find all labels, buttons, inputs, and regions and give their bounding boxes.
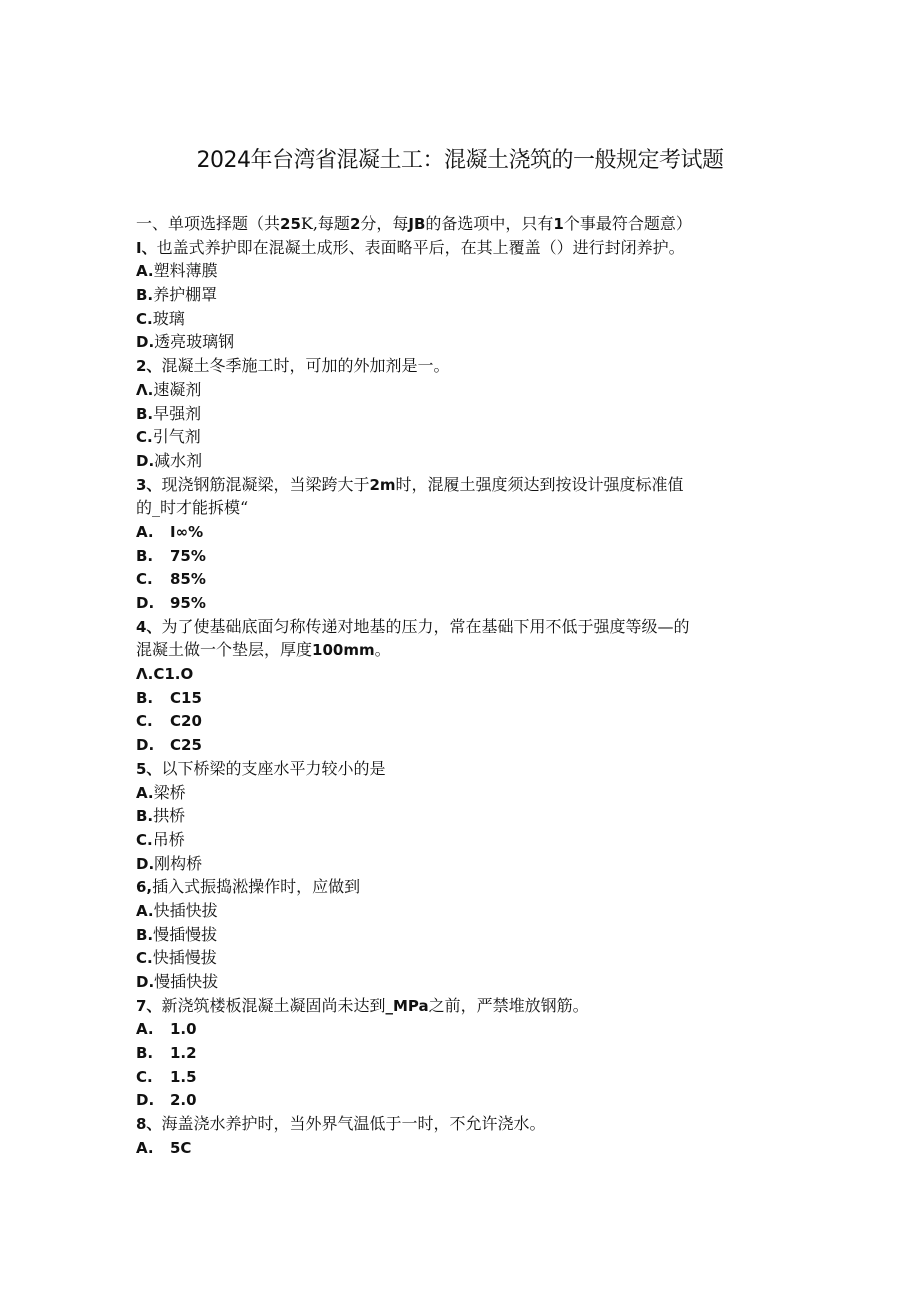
question-1: I、也盖式养护即在混凝土成形、表面略平后，在其上覆盖（）进行封闭养护。 (136, 237, 685, 257)
q2-option-b: B.早强剂 (136, 403, 202, 423)
q7-option-b: B. 1.2 (136, 1044, 197, 1063)
q1-option-b: B.养护棚罩 (136, 285, 218, 305)
q6-option-a: A.快插快拔 (136, 900, 218, 920)
q1-option-a: A.塑料薄膜 (136, 261, 218, 281)
question-2: 2、混凝土冬季施工时，可加的外加剂是一。 (136, 356, 450, 376)
section-heading: 一、单项选择题（共25K,每题2分，每JB的备选项中，只有1个事最符合题意） (136, 214, 692, 233)
q1-option-d: D.透亮玻璃钢 (136, 332, 235, 352)
q3-option-d: D. 95% (136, 594, 206, 612)
question-7: 7、新浇筑楼板混凝土凝固尚未达到_MPa之前，严禁堆放钢筋。 (136, 995, 589, 1015)
q3-option-a: A. I∞% (136, 522, 204, 541)
q6-option-c: C.快插慢拔 (136, 948, 217, 968)
q2-option-a: Λ.速凝剂 (136, 379, 202, 399)
q8-option-a: A. 5C (136, 1138, 192, 1157)
q6-option-b: B.慢插慢拔 (136, 924, 218, 944)
question-4-continued: 混凝土做一个垫层，厚度100mm。 (136, 640, 391, 660)
q4-option-b: B. C15 (136, 688, 202, 707)
q5-option-c: C.吊桥 (136, 829, 185, 849)
q7-option-d: D. 2.0 (136, 1091, 197, 1110)
q5-option-d: D.刚构桥 (136, 853, 203, 873)
document-title: 2024年台湾省混凝土工：混凝土浇筑的一般规定考试题 (196, 148, 724, 173)
q4-option-d: D. C25 (136, 736, 202, 755)
q3-option-c: C. 85% (136, 570, 206, 589)
q5-option-a: A.梁桥 (136, 782, 186, 802)
question-4: 4、为了使基础底面匀称传递对地基的压力，常在基础下用不低于强度等级—的 (136, 616, 690, 636)
question-8: 8、海盖浇水养护时，当外界气温低于一时，不允许浇水。 (136, 1114, 546, 1134)
q5-option-b: B.拱桥 (136, 806, 186, 826)
question-3: 3、现浇钢筋混凝梁，当梁跨大于2m时，混履土强度须达到按设计强度标准值 (136, 474, 684, 494)
q4-option-c: C. C20 (136, 712, 202, 731)
q2-option-d: D.减水剂 (136, 450, 203, 470)
q7-option-c: C. 1.5 (136, 1067, 197, 1086)
q4-option-a: Λ.C1.O (136, 665, 194, 684)
q7-option-a: A. 1.0 (136, 1020, 197, 1039)
q2-option-c: C.引气剂 (136, 427, 201, 447)
question-list (136, 212, 796, 1160)
question-6: 6,插入式振捣淞操作时，应做到 (136, 877, 361, 897)
q1-option-c: C.玻璃 (136, 308, 185, 328)
q3-option-b: B. 75% (136, 546, 206, 565)
question-5: 5、以下桥梁的支座水平力较小的是 (136, 758, 386, 778)
q6-option-d: D.慢插快拔 (136, 972, 219, 991)
question-3-continued: 的_时才能拆模“ (136, 498, 249, 518)
